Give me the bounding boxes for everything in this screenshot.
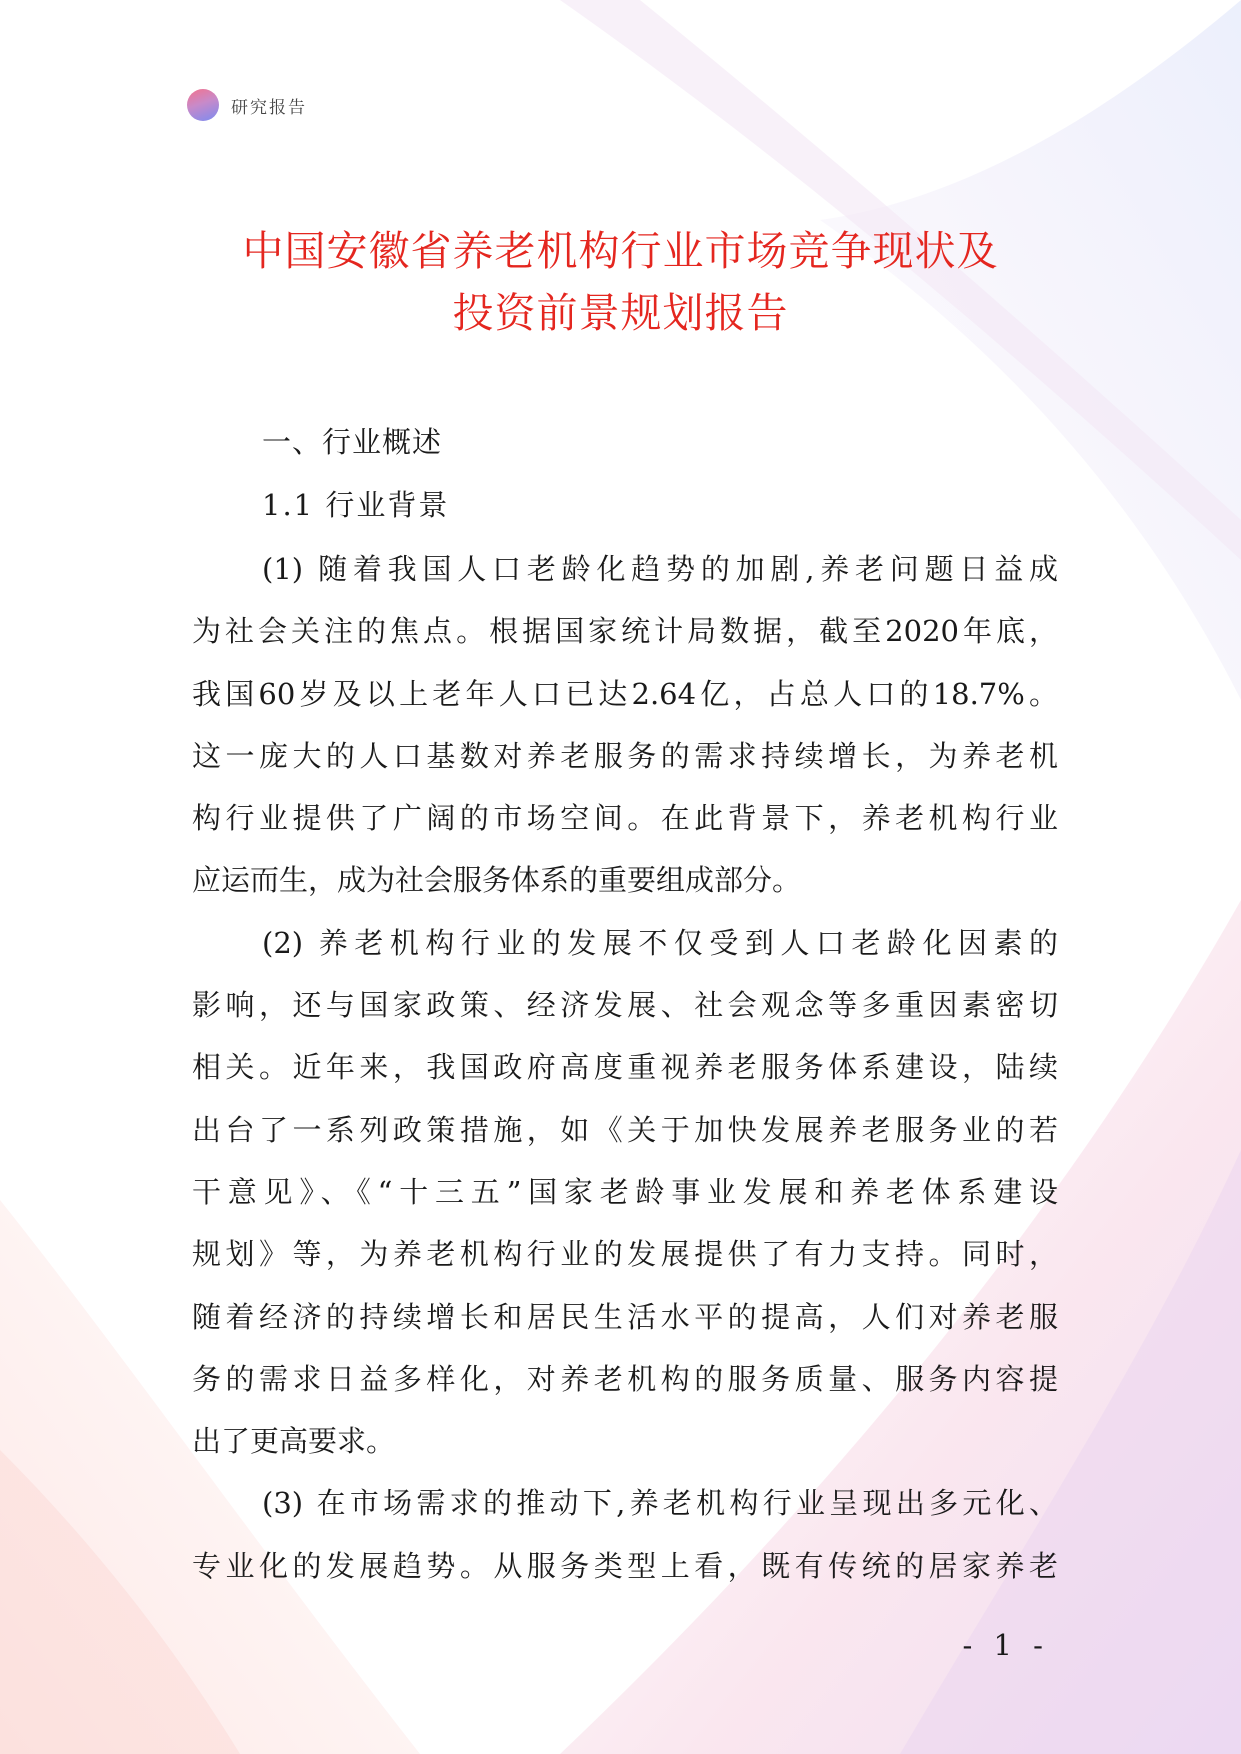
body-line: 应运而生，成为社会服务体系的重要组成部分。 (192, 863, 802, 898)
section-heading: 一、行业概述 (262, 425, 443, 459)
body-line: 务的需求日益多样化，对养老机构的服务质量、服务内容提 (192, 1361, 1058, 1396)
body-line: 随着经济的持续增长和居民生活水平的提高，人们对养老服 (192, 1299, 1058, 1334)
body-line: 出了更高要求。 (192, 1424, 396, 1459)
body-line: (3) 在市场需求的推动下,养老机构行业呈现出多元化、 (262, 1486, 1058, 1521)
brand-logo-icon (187, 89, 219, 121)
body-line: 构行业提供了广阔的市场空间。在此背景下，养老机构行业 (192, 801, 1058, 836)
body-line: 出台了一系列政策措施，如《关于加快发展养老服务业的若 (192, 1112, 1058, 1147)
brand-label: 研究报告 (231, 97, 307, 118)
title-line: 投资前景规划报告 (452, 289, 789, 337)
body-line: (1) 随着我国人口老龄化趋势的加剧,养老问题日益成 (262, 552, 1058, 586)
title-line: 中国安徽省养老机构行业市场竞争现状及 (242, 227, 999, 275)
body-line: 影响，还与国家政策、经济发展、社会观念等多重因素密切 (192, 988, 1058, 1023)
body-line: 干意见》、《“十三五”国家老龄事业发展和养老体系建设 (192, 1174, 1058, 1209)
body-line: 为社会关注的焦点。根据国家统计局数据，截至2020年底， (192, 614, 1058, 649)
body-line: 规划》等，为养老机构行业的发展提供了有力支持。同时， (192, 1237, 1058, 1272)
body-line: (2) 养老机构行业的发展不仅受到人口老龄化因素的 (262, 925, 1058, 960)
brand-header (187, 88, 307, 122)
body-line: 相关。近年来，我国政府高度重视养老服务体系建设，陆续 (192, 1050, 1058, 1085)
page-number: - 1 - (962, 1628, 1049, 1662)
body-text (192, 538, 1058, 1597)
body-line: 这一庞大的人口基数对养老服务的需求持续增长，为养老机 (192, 738, 1058, 773)
document-title (120, 220, 1121, 344)
body-line: 我国60岁及以上老年人口已达2.64亿，占总人口的18.7%。 (192, 676, 1058, 711)
body-line: 专业化的发展趋势。从服务类型上看，既有传统的居家养老 (192, 1548, 1058, 1583)
sub-heading: 1.1 行业背景 (262, 488, 450, 522)
